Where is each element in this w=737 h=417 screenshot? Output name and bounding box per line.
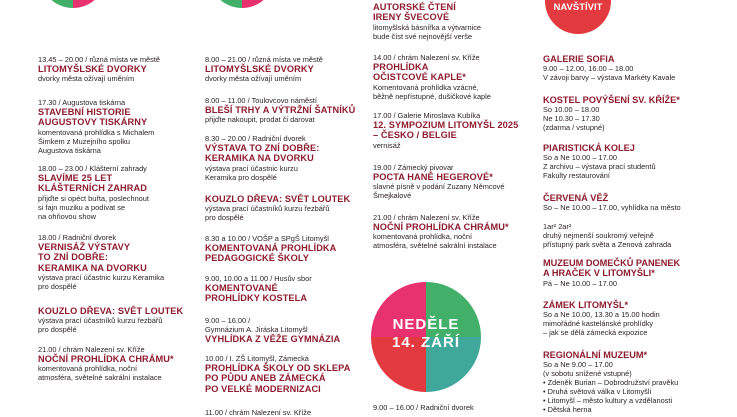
place-desc: • Dětská herna: [543, 405, 592, 415]
event-title-2: – ČESKO / BELGIE: [373, 130, 457, 141]
place-title: ZÁMEK LITOMYŠL*: [543, 300, 629, 310]
event-desc: komentovaná prohlídka, noční: [373, 232, 473, 242]
event-title: BLEŠÍ TRHY A VÝTRŽNÍ ŠATNÍKŮ: [205, 105, 356, 115]
visit-badge-label: NAVŠTÍVIT: [553, 2, 603, 13]
place-desc: So a Ne 10.00, 13.30 a 15.00 hodin: [543, 310, 660, 320]
event-meta: 8.00 – 21.00 / různá místa ve městě: [205, 55, 323, 64]
saturday-badge-2: [209, 0, 275, 8]
event-title: NOČNÍ PROHLÍDKA CHRÁMU*: [38, 354, 174, 364]
place-title: 1ar² 2ar²: [543, 222, 572, 231]
event-desc: komentovaná prohlídka s Michalem: [38, 127, 155, 137]
event-meta: 17.30 / Augustova tiskárna: [38, 98, 126, 107]
event-desc: dvorky města ožívají uměním: [38, 74, 135, 84]
event-title: VERNISÁŽ VÝSTAVY: [38, 242, 131, 252]
event-desc: pro dospělé: [38, 281, 77, 291]
place-desc: Z archivu – výstava prací studentů: [543, 162, 656, 172]
event-zahrady: [38, 164, 198, 221]
event-desc: přijďte si opéct buřta, poslechnout: [38, 193, 149, 203]
event-blesi-trhy: [205, 96, 365, 124]
event-desc: výstava prací účastníků kurzu řezbářů: [38, 316, 163, 326]
place-title: GALERIE SOFIA: [543, 54, 615, 64]
event-desc: bude číst své nejnovější verše: [373, 31, 473, 41]
event-desc: Šmejkalové: [373, 191, 412, 201]
event-title-2: PO PŮDU ANEB ZÁMECKÁ: [205, 373, 326, 384]
place-desc: (zdarma / vstupné): [543, 123, 605, 133]
event-title-2: IRENY ŠVECOVÉ: [373, 12, 450, 23]
event-meta: 9.00 – 16.00 / Radniční dvorek: [373, 403, 474, 412]
event-kouzlo: [205, 194, 365, 222]
event-title: VYHLÍDKA Z VĚŽE GYMNÁZIA: [205, 334, 341, 344]
place-desc: Ne 10.30 – 17.30: [543, 114, 600, 124]
event-nocni: [38, 345, 198, 382]
event-desc: výstava prací účastnic kurzu: [205, 163, 298, 173]
event-title: 12. SYMPOZIUM LITOMYŠL 2025: [373, 120, 519, 130]
sunday-date: 14. ZÁŘÍ: [391, 334, 460, 351]
event-desc: Augustova tiskárna: [38, 145, 101, 155]
event-meta: 18.00 – 23.00 / Klášterní zahrady: [38, 164, 147, 173]
event-desc: výstava prací účastníků kurzu řezbářů: [205, 204, 330, 214]
event-desc: přijďte nakoupit, prodat či darovat: [205, 115, 315, 125]
event-desc: na ohňovou show: [38, 211, 96, 221]
event-zamecka-skola: [205, 354, 365, 394]
event-title: VÝSTAVA TO ZNÍ DOBŘE:: [205, 143, 320, 153]
event-title: KOMENTOVANÉ: [205, 283, 278, 293]
event-gymnazium: [205, 316, 365, 344]
event-meta: 14.00 / chrám Nalezení sv. Kříže: [373, 53, 480, 62]
event-nocni: [373, 213, 533, 250]
event-title-3: PO VELKÉ MODERNIZACI: [205, 383, 321, 394]
visit-badge: [545, 0, 611, 34]
event-title-2: KERAMIKA NA DVORKU: [205, 153, 314, 164]
event-meta: 18.00 / Radniční dvorek: [38, 233, 117, 242]
event-pedagogicka: [205, 234, 365, 264]
place-desc: (v sobotu snížené vstupné): [543, 369, 632, 379]
event-meta: 10.00 / I. ZŠ Litomyšl, Zámecká: [205, 354, 309, 363]
event-desc: Komentovaná prohlídka vzácné,: [373, 82, 479, 92]
event-desc: litomyšlská básnířka a výtvarnice: [373, 22, 482, 32]
event-title: LITOMYŠLSKÉ DVORKY: [38, 64, 147, 74]
event-meta: 19.00 / Zámecký pivovar: [373, 163, 454, 172]
event-vernisaz: [38, 233, 198, 291]
place-kostel: [543, 95, 723, 132]
event-sympozium: [373, 111, 533, 150]
event-desc: pro dospělé: [38, 325, 77, 335]
event-title-2: KLÁŠTERNÍCH ZAHRAD: [38, 183, 147, 194]
event-desc: běžně nepřístupné, dušičkové kaple: [373, 91, 491, 101]
event-title: PROHLÍDKA ŠKOLY OD SKLEPA: [205, 363, 351, 373]
event-meta: 8.00 – 11.00 / Toulovcovo náměstí: [205, 96, 317, 105]
place-desc: So a Ne 10.00 – 17.00: [543, 153, 617, 163]
event-title: POCTA HANĚ HEGEROVÉ*: [373, 172, 493, 182]
place-desc: Pá – Ne 10.00 – 17.00: [543, 278, 617, 288]
event-title-2: PEDAGOGICKÉ ŠKOLY: [205, 253, 309, 264]
event-meta: 9.00, 10.00 a 11.00 / Husův sbor: [205, 274, 312, 283]
event-title: PROHLÍDKA: [373, 62, 429, 72]
place-desc: So – Ne 10.00 – 17.00, vyhlídka na město: [543, 203, 681, 213]
sunday-badge: [371, 282, 481, 392]
place-desc: • Litomyšl – město kultury a vzdělanosti: [543, 396, 673, 406]
event-meta: 21.00 / chrám Nalezení sv. Kříže: [373, 213, 480, 222]
event-title: KOUZLO DŘEVA: SVĚT LOUTEK: [38, 306, 184, 316]
place-desc: Fakulty restaurování: [543, 171, 610, 181]
event-title: STAVEBNÍ HISTORIE: [38, 107, 131, 117]
place-desc: • Druhá světová válka v Litomyšli: [543, 387, 652, 397]
event-meta: 21.00 / chrám Nalezení sv. Kříže: [38, 345, 145, 354]
place-desc: 9.00 – 12.00, 16.00 – 18.00: [543, 64, 634, 74]
place-title-2: A HRAČEK V LITOMYŠLI*: [543, 268, 655, 279]
place-cervena-vez: [543, 193, 723, 212]
event-hegerova: [373, 163, 533, 200]
event-desc: vernisáž: [373, 140, 401, 150]
place-desc: • Zdeněk Burian – Dobrodružství pravěku: [543, 378, 679, 388]
place-title: ČERVENÁ VĚŽ: [543, 193, 609, 203]
event-tiskarna: [38, 98, 198, 155]
event-ocistcova-kaple: [373, 53, 533, 101]
saturday-badge: [40, 0, 106, 8]
event-desc: atmosféra, světelné sakrální instalace: [373, 241, 497, 251]
event-title-3: KERAMIKA NA DVORKU: [38, 262, 147, 273]
event-desc: Šimkem z Muzejního spolku: [38, 136, 131, 146]
event-meta-2: Gymnázium A. Jiráska Litomyšl: [205, 325, 308, 334]
place-title: PIARISTICKÁ KOLEJ: [543, 143, 635, 153]
event-meta: 17.00 / Galerie Miroslava Kubíka: [373, 111, 481, 120]
event-meta: 8.30 a 10.00 / VOŠP a SPgŠ Litomyšl: [205, 234, 329, 243]
event-desc: pro dospělé: [205, 213, 244, 223]
event-desc: dvorky města ožívají uměním: [205, 74, 302, 84]
place-title: KOSTEL POVÝŠENÍ SV. KŘÍŽE*: [543, 95, 680, 105]
event-cteni: [373, 2, 533, 41]
event-title: LITOMYŠLSKÉ DVORKY: [205, 64, 314, 74]
event-desc: slavné písně v podání Zuzany Němcové: [373, 182, 505, 192]
event-title-2: AUGUSTOVY TISKÁRNY: [38, 117, 148, 128]
place-park: [543, 222, 723, 249]
event-meta: 11.00 / chrám Nalezení sv. Kříže: [205, 408, 312, 417]
event-title-2: PROHLÍDKY KOSTELA: [205, 293, 308, 304]
event-desc: si fajn muziku a podívat se: [38, 202, 126, 212]
event-meta: 13.45 – 20.00 / různá místa ve městě: [38, 55, 161, 64]
event-title: KOMENTOVANÁ PROHLÍDKA: [205, 243, 337, 253]
place-title: MUZEUM DOMEČKŮ PANENEK: [543, 258, 681, 268]
place-desc: přístupný park světa a Zenová zahrada: [543, 240, 672, 249]
event-dvorky: [205, 55, 365, 83]
place-desc: So 10.00 – 18.00: [543, 105, 600, 115]
event-dvorky: [38, 55, 198, 83]
place-desc: V závoji barvy – výstava Markéty Kavale: [543, 73, 676, 83]
place-desc: mimořádné kastelánské prohlídky: [543, 319, 654, 329]
event-title: NOČNÍ PROHLÍDKA CHRÁMU*: [373, 222, 509, 232]
place-sofia: [543, 54, 723, 82]
place-piaristicka: [543, 143, 723, 180]
event-title: KOUZLO DŘEVA: SVĚT LOUTEK: [205, 194, 351, 204]
place-zamek: [543, 300, 723, 337]
event-kouzlo: [38, 306, 198, 334]
place-desc: druhý nejmenší soukromý veřejně: [543, 231, 654, 240]
place-muzeum-panenek: [543, 258, 723, 288]
event-desc: výstava prací účastnic kurzu Keramika: [38, 272, 165, 282]
event-desc: atmosféra, světelné sakrální instalace: [38, 373, 162, 383]
sunday-day: NEDĚLE: [392, 316, 460, 333]
event-meta: 8.30 – 20.00 / Radniční dvorek: [205, 134, 306, 143]
event-title: AUTORSKÉ ČTENÍ: [373, 2, 456, 12]
event-desc: komentovaná prohlídka, noční: [38, 364, 138, 374]
place-desc: – jak se dělá zámecká expozice: [543, 328, 648, 338]
event-desc: Keramika pro dospělé: [205, 172, 277, 182]
event-keramika: [205, 134, 365, 182]
place-title: REGIONÁLNÍ MUZEUM*: [543, 350, 648, 360]
event-title-2: TO ZNÍ DOBŘE:: [38, 252, 109, 263]
place-desc: So a Ne 9.00 – 17.00: [543, 360, 613, 370]
event-meta: 9.00 – 16.00 /: [205, 316, 251, 325]
event-radnicni-dvorek: [373, 403, 533, 412]
place-regionalni-muzeum: [543, 350, 723, 414]
event-title: SLAVÍME 25 LET: [38, 173, 113, 183]
event-husuv-sbor: [205, 274, 365, 304]
event-chram: [205, 408, 365, 417]
event-title-2: OČISTCOVÉ KAPLE*: [373, 72, 466, 83]
